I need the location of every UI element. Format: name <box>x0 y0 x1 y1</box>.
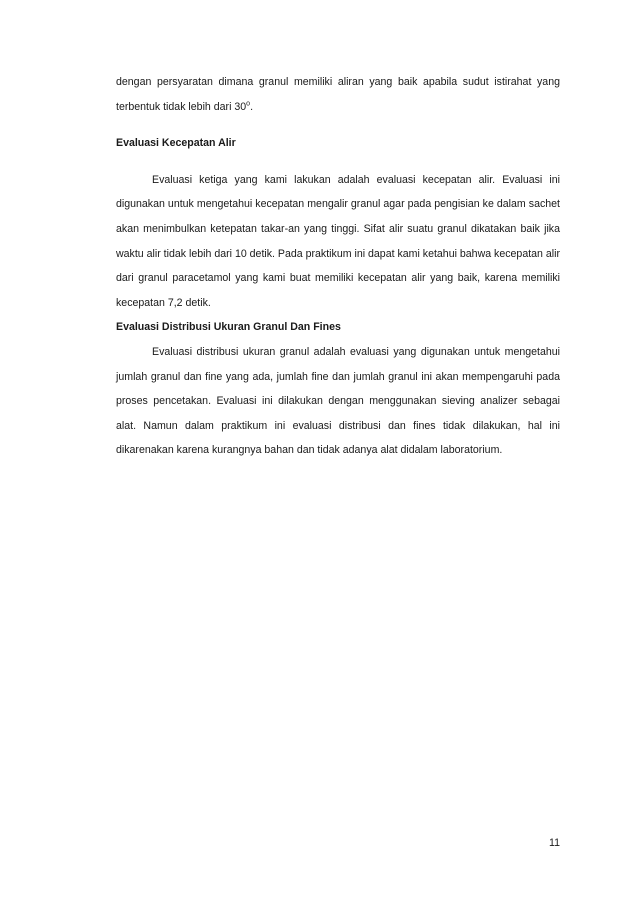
section-paragraph-kecepatan-alir: Evaluasi ketiga yang kami lakukan adalah evaluasi kecepatan alir. Evaluasi ini digunakan untuk mengetahui kecepatan mengalir granul agar pada pengisian ke dalam sachet akan menimbulkan ketepatan takar-an yang tinggi. Sifat alir suatu granul dikatakan baik jika waktu alir tidak lebih dari 10 detik. Pada praktikum ini dapat kami ketahui bahwa kecepatan alir dari granul paracetamol yang kami buat memiliki kecepatan alir yang baik, karena memiliki kecepatan 7,2 detik. <box>116 173 561 309</box>
intro-end: . <box>250 100 254 113</box>
intro-text: dengan persyaratan dimana granul memiliki aliran yang baik apabila sudut istirahat yang terbentuk tidak lebih dari 30 <box>116 76 560 113</box>
page-body <box>116 70 560 463</box>
section-heading-distribusi-ukuran: Evaluasi Distribusi Ukuran Granul Dan Fines <box>116 321 341 334</box>
section-heading-kecepatan-alir: Evaluasi Kecepatan Alir <box>116 137 236 150</box>
section-paragraph-distribusi-ukuran: Evaluasi distribusi ukuran granul adalah evaluasi yang digunakan untuk mengetahui jumlah granul dan fine yang ada, jumlah fine dan jumlah granul ini akan mempengaruhi pada proses pencetakan. Evaluasi ini dilakukan dengan menggunakan sieving analizer sebagai alat. Namun dalam praktikum ini evaluasi distribusi dan fines tidak dilakukan, hal ini dikarenakan karena kurangnya bahan dan tidak adanya alat didalam laboratorium. <box>116 345 560 457</box>
page-number: 11 <box>549 837 560 849</box>
intro-paragraph <box>116 70 560 119</box>
degree-symbol: o <box>246 100 251 108</box>
